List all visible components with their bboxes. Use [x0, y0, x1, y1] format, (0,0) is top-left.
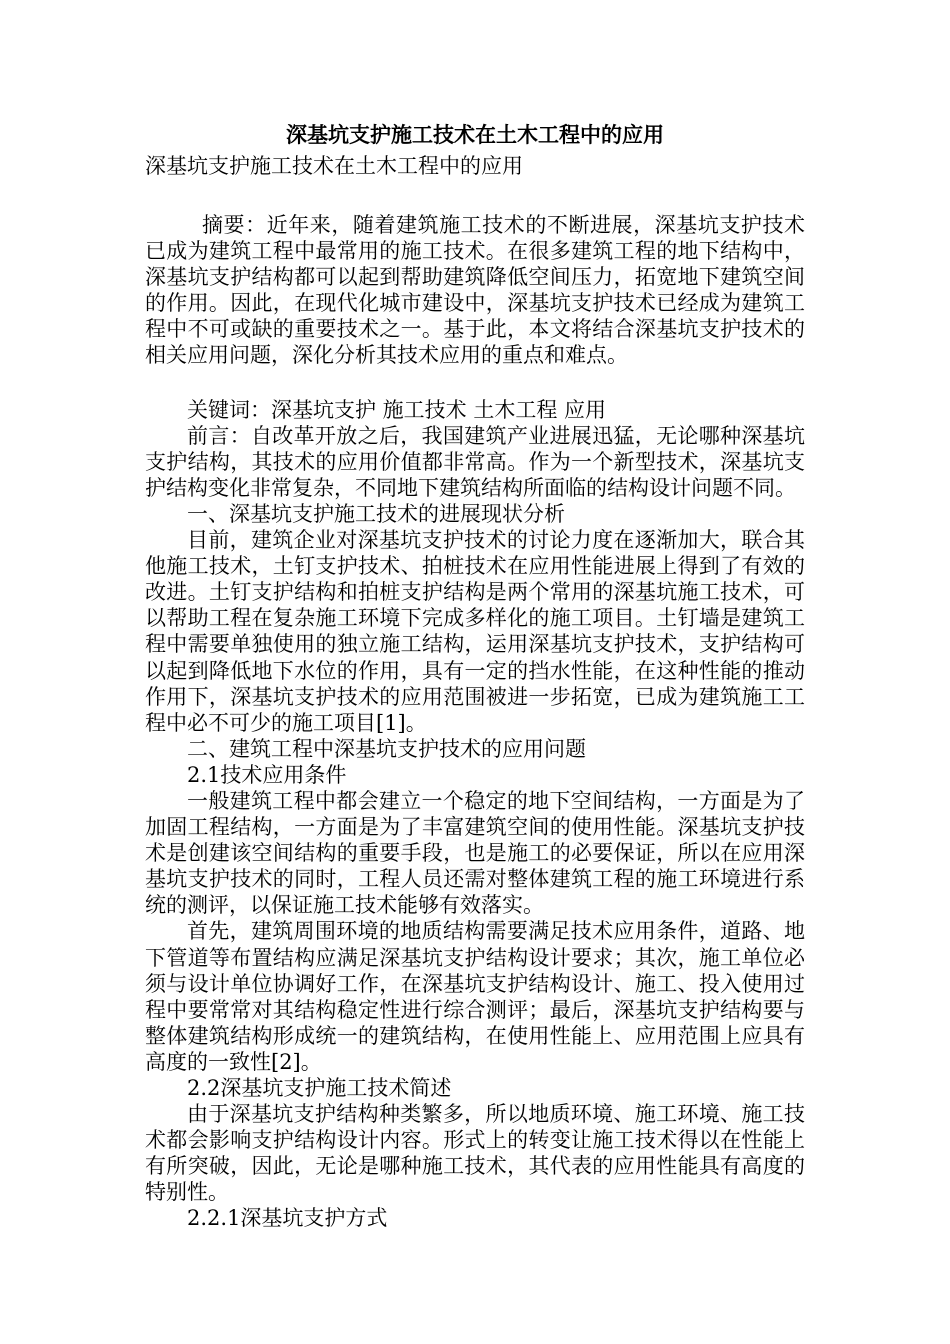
preface-paragraph: 前言：自改革开放之后，我国建筑产业进展迅猛，无论哪种深基坑支护结构，其技术的应用价值都非常高。作为一个新型技术，深基坑支护结构变化非常复杂，不同地下建筑结构所面临的结构设计问题不同。 [145, 423, 805, 500]
subsection-heading: 2.1技术应用条件 [187, 762, 347, 787]
subsection-heading: 2.2深基坑支护施工技术简述 [187, 1076, 452, 1100]
keywords-line: 关键词：深基坑支护 施工技术 土木工程 应用 [187, 397, 607, 422]
spacer [145, 369, 805, 397]
body-paragraph: 由于深基坑支护结构种类繁多，所以地质环境、施工环境、施工技术都会影响支护结构设计内容。形式上的转变让施工技术得以在性能上有所突破，因此，无论是哪种施工技术，其代表的应用性能具有高度的特别性。 [145, 1102, 805, 1205]
document-subtitle: 深基坑支护施工技术在土木工程中的应用 [145, 154, 523, 178]
body-paragraph: 一般建筑工程中都会建立一个稳定的地下空间结构，一方面是为了加固工程结构，一方面是为了丰富建筑空间的使用性能。深基坑支护技术是创建该空间结构的重要手段，也是施工的必要保证，所以在应用深基坑支护技术的同时，工程人员还需对整体建筑工程的施工环境进行系统的测评，以保证施工技术能够有效落实。 [145, 788, 805, 918]
document-page [145, 118, 805, 1232]
body-paragraph: 首先，建筑周围环境的地质结构需要满足技术应用条件，道路、地下管道等布置结构应满足深基坑支护结构设计要求；其次，施工单位必须与设计单位协调好工作，在深基坑支护结构设计、施工、投入使用过程中要常常对其结构稳定性进行综合测评；最后，深基坑支护结构要与整体建筑结构形成统一的建筑结构，在使用性能上、应用范围上应具有高度的一致性[2]。 [145, 919, 805, 1074]
document-title: 深基坑支护施工技术在土木工程中的应用 [286, 122, 664, 147]
section-heading: 二、建筑工程中深基坑支护技术的应用问题 [187, 736, 586, 761]
abstract-paragraph: 摘要：近年来，随着建筑施工技术的不断进展，深基坑支护技术已成为建筑工程中最常用的施工技术。在很多建筑工程的地下结构中，深基坑支护结构都可以起到帮助建筑降低空间压力，拓宽地下建筑空间的作用。因此，在现代化城市建设中，深基坑支护技术已经成为建筑工程中不可或缺的重要技术之一。基于此，本文将结合深基坑支护技术的相关应用问题，深化分析其技术应用的重点和难点。 [145, 213, 805, 368]
body-paragraph: 目前，建筑企业对深基坑支护技术的讨论力度在逐渐加大，联合其他施工技术，土钉支护技术、拍桩技术在应用性能进展上得到了有效的改进。土钉支护结构和拍桩支护结构是两个常用的深基坑施工技术，可以帮助工程在复杂施工环境下完成多样化的施工项目。土钉墙是建筑工程中需要单独使用的独立施工结构，运用深基坑支护技术，支护结构可以起到降低地下水位的作用，具有一定的挡水性能，在这种性能的推动作用下，深基坑支护技术的应用范围被进一步拓宽，已成为建筑施工工程中必不可少的施工项目[1]。 [145, 528, 805, 735]
subsection-heading: 2.2.1深基坑支护方式 [187, 1206, 388, 1231]
spacer [145, 180, 805, 208]
section-heading: 一、深基坑支护施工技术的进展现状分析 [187, 501, 565, 526]
